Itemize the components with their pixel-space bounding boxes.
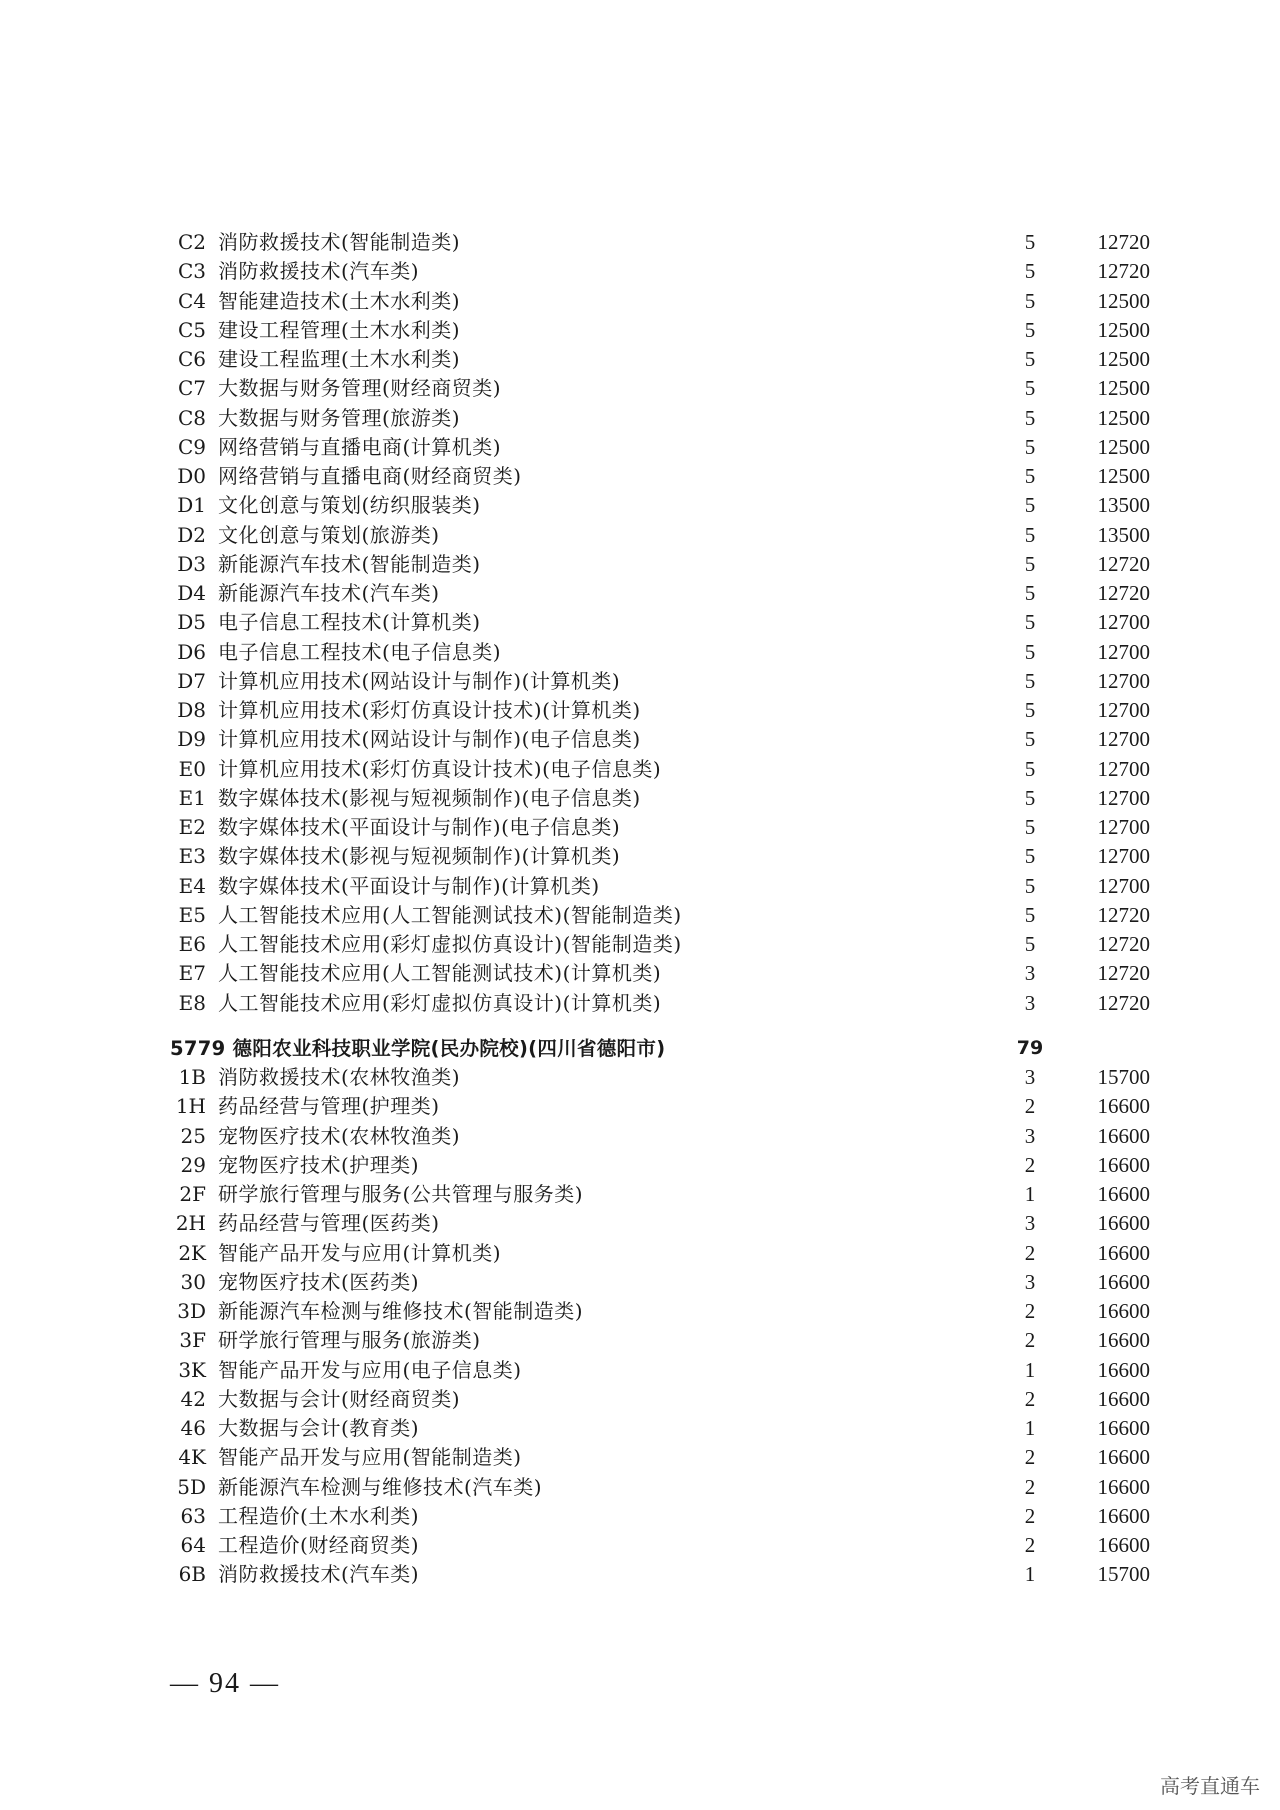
plan-count: 2 [1024, 1094, 1036, 1119]
major-row [0, 1239, 1280, 1268]
tuition-fee: 12700 [1097, 639, 1150, 664]
major-code: D2 [177, 522, 206, 547]
tuition-fee: 12700 [1097, 785, 1150, 810]
tuition-fee: 16600 [1097, 1445, 1150, 1470]
plan-count: 3 [1024, 1123, 1036, 1148]
major-code: D1 [177, 493, 206, 518]
major-name: 新能源汽车检测与维修技术(汽车类) [218, 1474, 543, 1499]
major-code: E2 [178, 815, 206, 839]
tuition-fee: 12700 [1097, 727, 1150, 752]
tuition-fee: 16600 [1097, 1152, 1150, 1177]
major-name: 大数据与财务管理(旅游类) [218, 405, 461, 430]
major-code: D0 [177, 464, 206, 488]
tuition-fee: 12700 [1097, 610, 1150, 635]
major-name: 消防救援技术(汽车类) [218, 1562, 420, 1587]
major-code: D7 [177, 668, 206, 693]
major-code: 1B [178, 1065, 206, 1089]
major-name: 药品经营与管理(护理类) [218, 1094, 440, 1119]
plan-count: 2 [1024, 1152, 1036, 1177]
major-name: 建设工程管理(土木水利类) [218, 317, 461, 342]
major-row [0, 1414, 1280, 1443]
major-name: 计算机应用技术(彩灯仿真设计技术)(电子信息类) [218, 756, 662, 781]
plan-count: 1 [1024, 1357, 1036, 1382]
tuition-fee: 12500 [1097, 434, 1150, 459]
major-name: 宠物医疗技术(农林牧渔类) [218, 1123, 461, 1148]
tuition-fee: 12720 [1097, 961, 1150, 986]
plan-count: 5 [1024, 668, 1036, 693]
major-name: 宠物医疗技术(护理类) [218, 1152, 420, 1177]
plan-count: 3 [1024, 1065, 1036, 1089]
major-row [0, 1209, 1280, 1238]
major-name: 研学旅行管理与服务(旅游类) [218, 1328, 481, 1353]
tuition-fee: 12720 [1097, 230, 1150, 254]
major-row [0, 1297, 1280, 1326]
major-name: 智能产品开发与应用(电子信息类) [218, 1357, 522, 1382]
plan-count: 2 [1024, 1240, 1036, 1265]
major-name: 药品经营与管理(医药类) [218, 1211, 440, 1236]
major-row [0, 1151, 1280, 1180]
tuition-fee: 12700 [1097, 873, 1150, 898]
plan-count: 5 [1024, 288, 1036, 313]
tuition-fee: 12500 [1097, 288, 1150, 313]
plan-count: 5 [1024, 785, 1036, 810]
major-name: 数字媒体技术(平面设计与制作)(电子信息类) [218, 815, 621, 839]
tuition-fee: 12500 [1097, 376, 1150, 401]
plan-count: 5 [1024, 434, 1036, 459]
major-code: E0 [178, 756, 206, 781]
major-row [0, 1268, 1280, 1297]
school-name: 5779 德阳农业科技职业学院(民办院校)(四川省德阳市) [170, 1037, 666, 1060]
tuition-fee: 12700 [1097, 698, 1150, 722]
major-row [0, 813, 1280, 842]
major-name: 宠物医疗技术(医药类) [218, 1269, 420, 1294]
major-name: 消防救援技术(汽车类) [218, 259, 420, 284]
plan-count: 1 [1024, 1416, 1036, 1440]
major-code: C7 [177, 376, 206, 401]
tuition-fee: 16600 [1097, 1503, 1150, 1528]
major-name: 人工智能技术应用(彩灯虚拟仿真设计)(计算机类) [218, 990, 662, 1015]
tuition-fee: 12720 [1097, 902, 1150, 927]
plan-count: 5 [1024, 522, 1036, 547]
major-code: D9 [177, 727, 206, 752]
major-row [0, 1502, 1280, 1531]
plan-count: 2 [1024, 1445, 1036, 1470]
major-code: E3 [178, 844, 206, 869]
major-name: 人工智能技术应用(人工智能测试技术)(智能制造类) [218, 902, 682, 927]
major-name: 文化创意与策划(旅游类) [218, 522, 440, 547]
plan-count: 5 [1024, 756, 1036, 781]
tuition-fee: 12700 [1097, 668, 1150, 693]
major-code: E5 [178, 902, 206, 927]
plan-count: 1 [1024, 1562, 1036, 1587]
major-row [0, 755, 1280, 784]
major-name: 计算机应用技术(网站设计与制作)(电子信息类) [218, 727, 641, 752]
plan-count: 3 [1024, 1211, 1036, 1236]
plan-count: 2 [1024, 1474, 1036, 1499]
major-name: 智能产品开发与应用(计算机类) [218, 1240, 502, 1265]
plan-count: 5 [1024, 639, 1036, 664]
major-code: C9 [177, 434, 206, 459]
watermark: 高考直通车 [1160, 1774, 1260, 1798]
tuition-fee: 12720 [1097, 581, 1150, 605]
tuition-fee: 15700 [1097, 1065, 1150, 1089]
plan-count: 5 [1024, 727, 1036, 752]
major-row [0, 1122, 1280, 1151]
tuition-fee: 12720 [1097, 551, 1150, 576]
tuition-fee: 16600 [1097, 1182, 1150, 1206]
plan-count: 2 [1024, 1503, 1036, 1528]
plan-count: 5 [1024, 873, 1036, 898]
major-row [0, 1063, 1280, 1092]
major-row [0, 1092, 1280, 1121]
major-name: 工程造价(土木水利类) [218, 1503, 420, 1528]
major-name: 智能建造技术(土木水利类) [218, 288, 461, 313]
major-name: 研学旅行管理与服务(公共管理与服务类) [218, 1182, 584, 1206]
major-code: E8 [178, 990, 206, 1015]
major-name: 计算机应用技术(网站设计与制作)(计算机类) [218, 668, 621, 693]
major-row [0, 901, 1280, 930]
major-code: C4 [177, 288, 206, 313]
major-row [0, 1385, 1280, 1414]
plan-count: 5 [1024, 317, 1036, 342]
major-row [0, 725, 1280, 754]
major-code: C3 [177, 259, 206, 284]
major-name: 新能源汽车检测与维修技术(智能制造类) [218, 1299, 584, 1323]
major-name: 消防救援技术(智能制造类) [218, 230, 461, 254]
major-code: 3K [178, 1357, 206, 1382]
major-name: 数字媒体技术(影视与短视频制作)(电子信息类) [218, 785, 641, 810]
tuition-fee: 13500 [1097, 522, 1150, 547]
major-code: 6B [178, 1562, 206, 1587]
major-row [0, 433, 1280, 462]
major-row [0, 1473, 1280, 1502]
major-row [0, 550, 1280, 579]
plan-count: 5 [1024, 844, 1036, 869]
major-name: 人工智能技术应用(彩灯虚拟仿真设计)(智能制造类) [218, 932, 682, 956]
major-name: 消防救援技术(农林牧渔类) [218, 1065, 461, 1089]
major-row [0, 638, 1280, 667]
major-code: 64 [180, 1533, 206, 1557]
major-row [0, 579, 1280, 608]
major-row [0, 784, 1280, 813]
major-code: D6 [177, 639, 206, 664]
tuition-fee: 12700 [1097, 756, 1150, 781]
major-name: 工程造价(财经商贸类) [218, 1533, 420, 1557]
major-row [0, 462, 1280, 491]
tuition-fee: 12500 [1097, 347, 1150, 371]
plan-count: 5 [1024, 405, 1036, 430]
major-row [0, 930, 1280, 959]
school-header-row [0, 1034, 1280, 1063]
plan-count: 5 [1024, 347, 1036, 371]
plan-count: 3 [1024, 990, 1036, 1015]
major-row [0, 228, 1280, 257]
major-row [0, 989, 1280, 1018]
major-code: D5 [177, 610, 206, 635]
major-row [0, 491, 1280, 520]
major-row [0, 842, 1280, 871]
major-code: 42 [180, 1386, 206, 1411]
major-row [0, 872, 1280, 901]
plan-count: 5 [1024, 610, 1036, 635]
major-code: C2 [177, 230, 206, 254]
major-code: 30 [180, 1269, 206, 1294]
tuition-fee: 16600 [1097, 1269, 1150, 1294]
major-name: 数字媒体技术(平面设计与制作)(计算机类) [218, 873, 600, 898]
major-code: 2H [175, 1211, 206, 1236]
major-row [0, 1326, 1280, 1355]
major-code: 2F [179, 1182, 206, 1206]
major-name: 计算机应用技术(彩灯仿真设计技术)(计算机类) [218, 698, 641, 722]
major-name: 大数据与财务管理(财经商贸类) [218, 376, 502, 401]
major-code: 1H [175, 1094, 206, 1119]
major-row [0, 287, 1280, 316]
major-name: 智能产品开发与应用(智能制造类) [218, 1445, 522, 1470]
major-name: 数字媒体技术(影视与短视频制作)(计算机类) [218, 844, 621, 869]
plan-count: 5 [1024, 493, 1036, 518]
tuition-fee: 12500 [1097, 405, 1150, 430]
plan-count: 5 [1024, 932, 1036, 956]
major-code: C6 [177, 347, 206, 371]
plan-count: 5 [1024, 259, 1036, 284]
plan-count: 2 [1024, 1386, 1036, 1411]
plan-count: 5 [1024, 376, 1036, 401]
major-code: D3 [177, 551, 206, 576]
plan-count: 5 [1024, 698, 1036, 722]
tuition-fee: 12700 [1097, 815, 1150, 839]
tuition-fee: 16600 [1097, 1123, 1150, 1148]
major-name: 电子信息工程技术(计算机类) [218, 610, 481, 635]
school-plan-total: 79 [1016, 1037, 1044, 1059]
major-code: 29 [180, 1152, 206, 1177]
plan-count: 5 [1024, 581, 1036, 605]
plan-count: 2 [1024, 1299, 1036, 1323]
tuition-fee: 12720 [1097, 990, 1150, 1015]
major-row [0, 521, 1280, 550]
major-code: 3F [179, 1328, 206, 1353]
major-code: 4K [178, 1445, 206, 1470]
major-code: 2K [178, 1240, 206, 1265]
major-row [0, 374, 1280, 403]
tuition-fee: 16600 [1097, 1211, 1150, 1236]
major-code: E4 [178, 873, 206, 898]
tuition-fee: 16600 [1097, 1094, 1150, 1119]
major-row [0, 696, 1280, 725]
tuition-fee: 16600 [1097, 1533, 1150, 1557]
major-code: E1 [178, 785, 206, 810]
major-code: E6 [178, 932, 206, 956]
tuition-fee: 13500 [1097, 493, 1150, 518]
major-name: 大数据与会计(教育类) [218, 1416, 420, 1440]
major-row [0, 1180, 1280, 1209]
tuition-fee: 12720 [1097, 932, 1150, 956]
major-row [0, 1356, 1280, 1385]
major-name: 新能源汽车技术(智能制造类) [218, 551, 481, 576]
tuition-fee: 16600 [1097, 1328, 1150, 1353]
major-code: C5 [177, 317, 206, 342]
tuition-fee: 16600 [1097, 1357, 1150, 1382]
plan-count: 1 [1024, 1182, 1036, 1206]
major-row [0, 257, 1280, 286]
tuition-fee: 15700 [1097, 1562, 1150, 1587]
major-row [0, 1531, 1280, 1560]
plan-count: 2 [1024, 1533, 1036, 1557]
major-name: 文化创意与策划(纺织服装类) [218, 493, 481, 518]
major-name: 人工智能技术应用(人工智能测试技术)(计算机类) [218, 961, 662, 986]
plan-count: 2 [1024, 1328, 1036, 1353]
plan-count: 3 [1024, 1269, 1036, 1294]
major-code: E7 [178, 961, 206, 986]
major-name: 网络营销与直播电商(计算机类) [218, 434, 502, 459]
plan-count: 5 [1024, 464, 1036, 488]
tuition-fee: 16600 [1097, 1474, 1150, 1499]
page-number: — 94 — [170, 1668, 280, 1699]
plan-count: 5 [1024, 551, 1036, 576]
tuition-fee: 16600 [1097, 1299, 1150, 1323]
major-code: D4 [177, 581, 206, 605]
major-code: 3D [177, 1299, 206, 1323]
tuition-fee: 12500 [1097, 464, 1150, 488]
major-code: 5D [177, 1474, 206, 1499]
tuition-fee: 12500 [1097, 317, 1150, 342]
major-row [0, 1560, 1280, 1589]
plan-count: 5 [1024, 902, 1036, 927]
tuition-fee: 12720 [1097, 259, 1150, 284]
major-name: 网络营销与直播电商(财经商贸类) [218, 464, 522, 488]
major-row [0, 316, 1280, 345]
major-row [0, 1443, 1280, 1472]
major-name: 新能源汽车技术(汽车类) [218, 581, 440, 605]
plan-count: 5 [1024, 815, 1036, 839]
major-row [0, 404, 1280, 433]
tuition-fee: 16600 [1097, 1240, 1150, 1265]
major-row [0, 345, 1280, 374]
tuition-fee: 16600 [1097, 1386, 1150, 1411]
major-row [0, 608, 1280, 637]
major-row [0, 959, 1280, 988]
plan-count: 3 [1024, 961, 1036, 986]
plan-count: 5 [1024, 230, 1036, 254]
major-code: D8 [177, 698, 206, 722]
major-name: 电子信息工程技术(电子信息类) [218, 639, 502, 664]
major-name: 大数据与会计(财经商贸类) [218, 1386, 461, 1411]
tuition-fee: 16600 [1097, 1416, 1150, 1440]
major-code: 46 [180, 1416, 206, 1440]
major-name: 建设工程监理(土木水利类) [218, 347, 461, 371]
tuition-fee: 12700 [1097, 844, 1150, 869]
major-code: 25 [180, 1123, 206, 1148]
major-code: C8 [177, 405, 206, 430]
major-code: 63 [180, 1503, 206, 1528]
major-row [0, 667, 1280, 696]
